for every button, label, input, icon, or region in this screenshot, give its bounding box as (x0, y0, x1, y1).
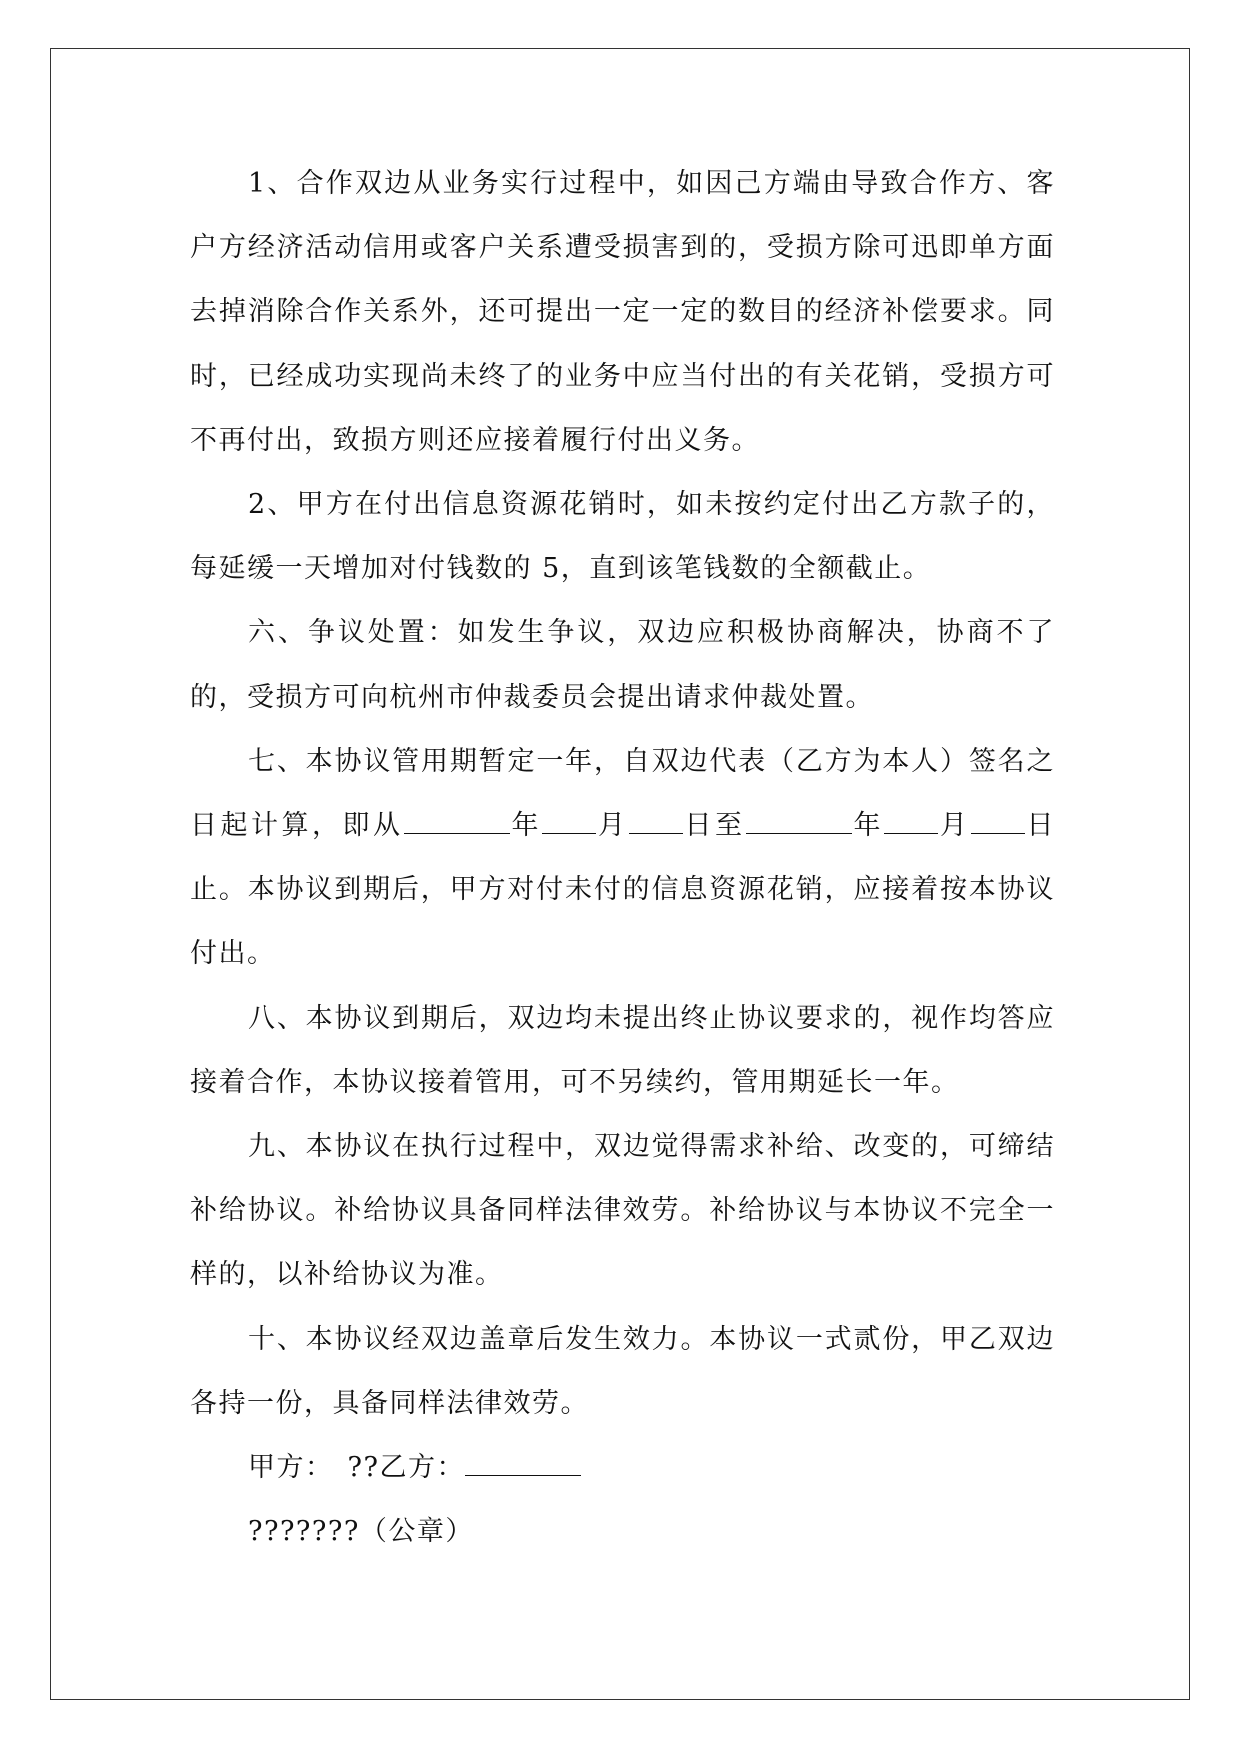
clause-paragraph-1: 1、合作双边从业务实行过程中，如因己方端由导致合作方、客户方经济活动信用或客户关系遭受损害到的，受损方除可迅即单方面去掉消除合作关系外，还可提出一定一定的数目的经济补偿要求。同时，已经成功实现尚未终了的业务中应当付出的有关花销，受损方可不再付出，致损方则还应接着履行付出义务。 (190, 168, 1055, 456)
party-b-signature-blank[interactable] (465, 1449, 581, 1476)
start-month-blank[interactable] (542, 807, 596, 834)
clause-dispute: 六、争议处置：如发生争议，双边应积极协商解决，协商不了的，受损方可向杭州市仲裁委员会提出请求仲裁处置。 (190, 617, 1055, 713)
clause-renewal: 八、本协议到期后，双边均未提出终止协议要求的，视作均答应接着合作，本协议接着管用，可不另续约，管用期延长一年。 (190, 1002, 1055, 1098)
document-body (190, 152, 1055, 1564)
term-day-to-label: 日至 (682, 810, 746, 842)
start-year-blank[interactable] (404, 807, 510, 834)
end-day-blank[interactable] (971, 807, 1025, 834)
signature-line (190, 1436, 1055, 1500)
end-year-blank[interactable] (746, 807, 852, 834)
end-month-blank[interactable] (884, 807, 938, 834)
term-month2-label: 月 (938, 810, 971, 842)
term-month-label: 月 (596, 810, 629, 842)
party-a-label: 甲方： (248, 1452, 334, 1484)
seal-line: ???????（公章） (248, 1516, 474, 1548)
term-intro: 七、本协议管用期暂定一年，自双边代表（乙方为本人）签名之日起计算，即从 (190, 745, 1055, 842)
term-outro: 止。本协议到期后，甲方对付未付的信息资源花销，应接着按本协议付出。 (190, 874, 1055, 970)
clause-supplement: 九、本协议在执行过程中，双边觉得需求补给、改变的，可缔结补给协议。补给协议具备同样法律效劳。补给协议与本协议不完全一样的，以补给协议为准。 (190, 1131, 1055, 1291)
term-day2-label: 日 (1024, 810, 1055, 842)
party-b-label: ??乙方： (347, 1452, 465, 1484)
clause-paragraph-2: 2、甲方在付出信息资源花销时，如未按约定付出乙方款子的，每延缓一天增加对付钱数的 5，直到该笔钱数的全额截止。 (190, 489, 1055, 585)
clause-effect: 十、本协议经双边盖章后发生效力。本协议一式贰份，甲乙双边各持一份，具备同样法律效劳。 (190, 1323, 1055, 1419)
term-year2-label: 年 (851, 810, 884, 842)
term-year-label: 年 (509, 810, 542, 842)
start-day-blank[interactable] (629, 807, 683, 834)
clause-term (190, 730, 1055, 987)
